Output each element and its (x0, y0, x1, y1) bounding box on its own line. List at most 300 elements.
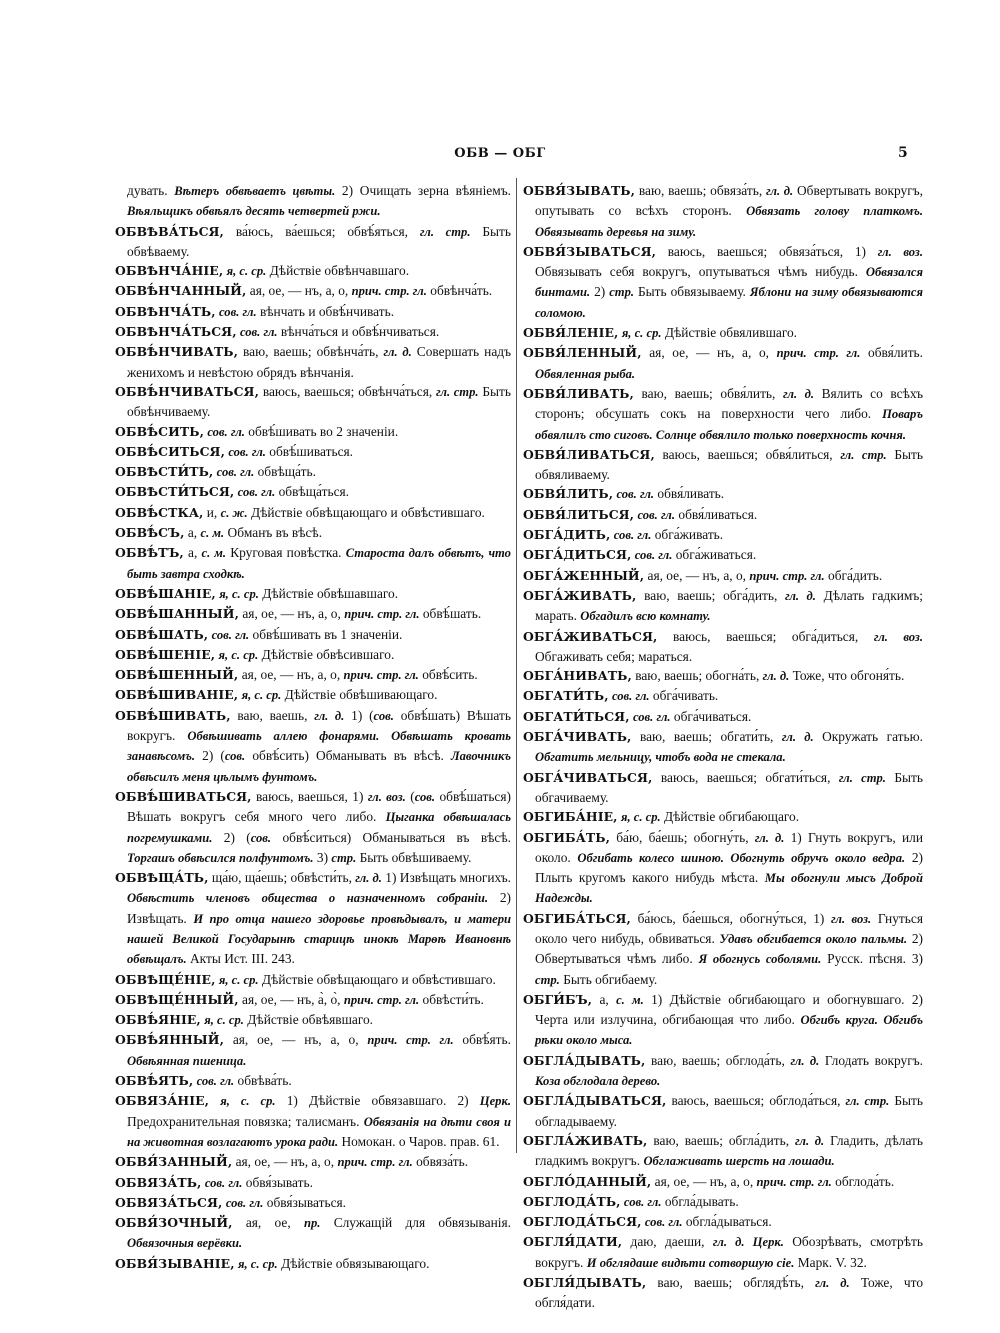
italic-gloss: сов. гл. (211, 627, 250, 642)
italic-gloss: Староста далъ обвѣтъ, что быть завтра сходкѣ. (127, 546, 511, 581)
dictionary-entry (523, 1192, 923, 1212)
definition-text: обвѣ́шаться) Вѣшать вокругъ себя много чего либо. (127, 788, 511, 825)
definition-text: ваюсь, ваешься; обвя́литься, (654, 446, 841, 462)
headword: ОБВѢ́ШАТЬ, (115, 626, 209, 642)
italic-gloss: сов. гл. (207, 424, 245, 439)
headword: ОБВѢЩЕ́ННЫЙ, (115, 991, 239, 1007)
headword: ОБВѢСТИ́ТЬ, (115, 464, 214, 480)
dictionary-entry (115, 868, 511, 969)
dictionary-entry (523, 545, 923, 565)
headword: ОБГА́ЧИВАТЬСЯ, (523, 769, 653, 785)
italic-gloss: сов. гл. (225, 1195, 264, 1210)
definition-text: ая, ое, — нъ, а, о, (238, 667, 344, 683)
dictionary-entry (523, 686, 923, 706)
definition-text: 1) Извѣщать многихъ. (381, 870, 512, 886)
definition-text: ваюсь, ваешься; обга́диться, (657, 628, 874, 644)
italic-gloss: Яблони на зиму обвязываются соломою. (535, 285, 923, 320)
headword: ОБГА́ДИТЬСЯ, (523, 547, 632, 563)
definition-text: Быть обвѣшиваему. (356, 849, 472, 865)
definition-text: обвѣ́сить. (418, 667, 478, 683)
italic-gloss: я, с. ср. (238, 1256, 278, 1271)
definition-text: а, (183, 545, 202, 561)
headword: ОБВЯЗА́ТЬ, (115, 1174, 202, 1190)
entry-continuation (115, 181, 511, 222)
headword: ОБВЯ́ЗЫВАНІЕ, (115, 1255, 235, 1271)
definition-text: Дѣйствіе обвѣявшаго. (243, 1012, 374, 1028)
italic-gloss: Обгибъ круга. Обгибъ рѣки около мыса. (535, 1013, 923, 1048)
italic-gloss: гл. д. (314, 708, 345, 723)
dictionary-entry (523, 586, 923, 627)
headword: ОБГА́ДИТЬ, (523, 527, 611, 543)
headword: ОБВѢНЧА́НІЕ, (115, 263, 224, 279)
italic-gloss: прич. стр. гл. (344, 607, 420, 622)
dictionary-entry (115, 442, 511, 462)
definition-text: Быть обвѣнчиваему. (127, 383, 511, 420)
italic-gloss: стр. (609, 285, 635, 300)
definition-text: ваюсь, ваешься; обвѣнча́ться, (259, 383, 437, 399)
definition-text: Дѣлать гадкимъ; марать. (535, 587, 924, 624)
definition-text: даю, даеши, (622, 1234, 713, 1250)
dictionary-entry (115, 322, 511, 342)
headword: ОБВЯ́ЛИВАТЬ, (523, 385, 634, 401)
italic-gloss: я, с. ср. (241, 688, 282, 703)
dictionary-entry (523, 909, 923, 990)
definition-text: Дѣйствіе обвѣсившаго. (258, 646, 395, 662)
definition-text: обгла́дывать. (661, 1193, 739, 1209)
definition-text: обвѣща́ть. (254, 464, 316, 480)
headword: ОБВЯ́ЗАННЫЙ, (115, 1154, 233, 1170)
dictionary-entry (523, 384, 923, 445)
dictionary-entry (523, 343, 923, 384)
dictionary-entry (523, 445, 923, 485)
headword: ОБВЯ́ЛИВАТЬСЯ, (523, 446, 655, 462)
dictionary-entry (523, 807, 923, 827)
dictionary-entry (115, 1173, 511, 1193)
definition-text: и, (203, 504, 221, 520)
headword: ОБВѢЩА́ТЬ, (115, 870, 209, 886)
definition-text: ая, ое, — нъ, а, о, (224, 1032, 368, 1048)
headword: ОБГЛЯ́ДАТИ, (523, 1234, 623, 1250)
dictionary-entry (115, 281, 511, 301)
italic-gloss: прич. стр. гл. (776, 346, 861, 361)
definition-text: Дѣйствіе обвѣнчавшаго. (266, 263, 410, 279)
definition-text: вѣнчать и обвѣ́нчивать. (256, 303, 395, 319)
dictionary-entry (115, 1213, 511, 1254)
left-column (115, 181, 511, 1274)
italic-gloss: прич. стр. гл. (337, 1155, 413, 1170)
definition-text: обга́дить. (824, 567, 883, 583)
headword: ОБГАТИ́ТЬ, (523, 688, 609, 704)
dictionary-entry (115, 604, 511, 624)
italic-gloss: гл. стр. (845, 1094, 890, 1109)
definition-text: обвѣсти́ть. (419, 991, 484, 1007)
definition-text: Дѣйствіе обвязывающаго. (277, 1255, 430, 1271)
definition-text: Дѣйствіе обвѣшивающаго. (281, 687, 438, 703)
dictionary-entry (523, 1131, 923, 1172)
italic-gloss: Вѣяльщикъ обвѣялъ десять четвертей ржи. (127, 204, 381, 219)
dictionary-entry (523, 323, 923, 343)
italic-gloss: гл. воз. (367, 789, 406, 804)
italic-gloss: Обвязался бинтами. (535, 265, 923, 300)
headword: ОБВѢ́ШАНІЕ, (115, 585, 216, 601)
dictionary-entry (115, 482, 511, 502)
italic-gloss: Обвѣстить членовъ общества о назначенномъ собраніи. (127, 891, 489, 906)
dictionary-entry (523, 484, 923, 504)
dictionary-entry (115, 1091, 511, 1152)
dictionary-entry (523, 505, 923, 525)
dictionary-entry (115, 990, 511, 1010)
headword: ОБВѢ́ШЕНІЕ, (115, 646, 216, 662)
headword: ОБГА́ЖИВАТЬСЯ, (523, 628, 658, 644)
italic-gloss: Обгибать колесо шиною. Обогнуть обручъ около ведра. (577, 850, 906, 865)
italic-gloss: с. м. (201, 546, 227, 561)
definition-text: Быть обвяливаему. (535, 446, 924, 483)
definition-text: обглода́ть. (831, 1173, 895, 1189)
dictionary-entry (115, 382, 511, 422)
italic-gloss: сов. (373, 708, 394, 723)
headword: ОБГА́ЧИВАТЬ, (523, 729, 632, 745)
headword: ОБГЛОДА́ТЬСЯ, (523, 1214, 642, 1230)
italic-gloss: Торгашъ обвѣсился полфунтомъ. (127, 850, 314, 865)
italic-gloss: сов. гл. (228, 444, 266, 459)
italic-gloss: гл. д. (383, 345, 412, 360)
definition-text: обвѣ́ситься) Обманываться въ вѣсѣ. (271, 829, 511, 845)
italic-gloss: сов. гл. (219, 304, 257, 319)
italic-gloss: сов. гл. (613, 528, 652, 543)
definition-text: 1) Дѣйствіе обгибающаго и обогнувшаго. 2) Черта или излучина, обгибающая что либо. (535, 991, 923, 1028)
headword: ОБГИБА́ТЬСЯ, (523, 910, 631, 926)
italic-gloss: Лавочникъ обвѣсилъ меня цѣлымъ фунтомъ. (127, 749, 511, 784)
italic-gloss: прич. стр. гл. (756, 1174, 832, 1189)
italic-gloss: гл. д. (815, 1276, 850, 1291)
headword: ОБВЯЗА́ТЬСЯ, (115, 1194, 223, 1210)
dictionary-entry (115, 342, 511, 382)
italic-gloss: пр. (303, 1216, 321, 1231)
headword: ОБВѢ́СЪ, (115, 525, 185, 541)
headword: ОБВЯ́ЛИТЬ, (523, 486, 614, 502)
italic-gloss: Обглаживать шерсть на лошади. (643, 1154, 835, 1169)
italic-gloss: сов. гл. (611, 689, 650, 704)
italic-gloss: гл. стр. (436, 384, 479, 399)
definition-text: Быть обгладываему. (535, 1093, 923, 1129)
definition-text: обвя́ливать. (654, 486, 725, 502)
dictionary-entry (523, 666, 923, 686)
italic-gloss: прич. стр. гл. (343, 992, 420, 1007)
dictionary-entry (115, 706, 511, 787)
definition-text: обга́живаться. (672, 547, 757, 563)
dictionary-entry (523, 990, 923, 1051)
definition-text: обвѣ́ять. (453, 1032, 511, 1048)
definition-text: 2) Плыть кругомъ какого нибудь мѣста. (535, 849, 923, 886)
definition-text: обвя́зываться. (263, 1194, 347, 1210)
definition-text: ая, ое, — нъ, а, о, (246, 283, 352, 299)
italic-gloss: И обглядаше видѣти сотворшую сіе. (586, 1255, 795, 1270)
dictionary-entry (115, 1193, 511, 1213)
definition-text: ая, ое, — нъ, а, о, (641, 345, 777, 361)
definition-text: 1) ( (344, 707, 374, 723)
italic-gloss: я, с. ср. (218, 972, 259, 987)
headword: ОБВѢ́ШИВАНІЕ, (115, 687, 239, 703)
definition-text: Дѣйствіе обгибающаго. (660, 809, 800, 825)
italic-gloss: с. м. (616, 992, 644, 1007)
headword: ОБВѢНЧА́ТЬ, (115, 303, 216, 319)
italic-gloss: я, с. ср. (621, 326, 662, 341)
definition-text: ваю, ваешь; обгла́дить, (647, 1132, 795, 1148)
headword: ОБВЯ́ЗЫВАТЬСЯ, (523, 243, 657, 259)
definition-text: Быть обвѣваему. (127, 223, 511, 259)
italic-gloss: гл. д. (355, 871, 382, 886)
italic-gloss: сов. (250, 830, 272, 845)
headword: ОБВѢ́ЯТЬ, (115, 1073, 194, 1089)
italic-gloss: стр. (331, 850, 357, 865)
dictionary-entry (115, 261, 511, 281)
dictionary-entry (115, 1254, 511, 1274)
definition-text: обвяза́ть. (412, 1154, 469, 1170)
definition-text: Круговая повѣстка. (226, 545, 346, 561)
dictionary-entry (115, 1030, 511, 1071)
definition-text: ая, ое, — нъ, а, о, (644, 567, 750, 583)
dictionary-entry (523, 1273, 923, 1313)
definition-text: Дѣйствіе обвѣщающаго и обвѣстившаго. (247, 504, 485, 520)
italic-gloss: я, с. ср. (226, 264, 267, 279)
headword: ОБВѢ́ШИВАТЬ, (115, 707, 231, 723)
definition-text: Быть обгибаему. (559, 971, 658, 987)
definition-text: ваюсь, ваешься; обгати́ться, (652, 769, 839, 785)
italic-gloss: гл. д. (795, 1133, 825, 1148)
headword: ОБВЯЗА́НІЕ, (115, 1093, 210, 1109)
italic-gloss: Удавъ обгибается около пальмы. (719, 931, 908, 946)
definition-text: Тоже, что обгля́дати. (535, 1275, 924, 1311)
italic-gloss: Обвязочныя верёвки. (127, 1236, 243, 1251)
headword: ОБГАТИ́ТЬСЯ, (523, 708, 630, 724)
definition-text: Дѣйствіе обвѣщающаго и обвѣстившаго. (258, 971, 496, 987)
italic-gloss: я, с. ср. (204, 1013, 244, 1028)
italic-gloss: Обвязать голову платкомъ. Обвязывать деревья на зиму. (535, 204, 923, 239)
dictionary-entry (115, 503, 511, 523)
dictionary-entry (115, 645, 511, 665)
definition-text: обвѣща́ться. (275, 484, 350, 500)
italic-gloss: гл. д. (784, 588, 816, 603)
dictionary-entry (115, 584, 511, 604)
headword: ОБВѢВА́ТЬСЯ, (115, 223, 224, 239)
headword: ОБВѢ́ТЪ, (115, 545, 184, 561)
italic-gloss: сов. гл. (616, 487, 655, 502)
definition-text: обвя́зывать. (242, 1174, 313, 1190)
headword: ОБГИБА́НІЕ, (523, 809, 618, 825)
headword: ОБВѢ́НЧИВАТЬСЯ, (115, 383, 260, 399)
italic-gloss: я, с. ср. (620, 810, 661, 825)
dictionary-entry (523, 727, 923, 768)
dictionary-entry (115, 787, 511, 868)
definition-text: обга́чиваться. (670, 708, 752, 724)
italic-gloss: Мы обогнули мысъ Доброй Надежды. (535, 871, 923, 906)
definition-text: ( (405, 788, 415, 804)
definition-text: Быть обгачиваему. (535, 769, 923, 805)
definition-text: а, (592, 991, 617, 1007)
headword: ОБВѢ́НЧИВАТЬ, (115, 344, 239, 360)
definition-text: 2) Обвертываться чѣмъ либо. (535, 930, 923, 967)
definition-text: обгла́дываться. (682, 1214, 772, 1230)
italic-gloss: стр. (535, 972, 560, 987)
headword: ОБВЯ́ЗЫВАТЬ, (523, 183, 636, 198)
italic-gloss: сов. гл. (632, 709, 671, 724)
italic-gloss: гл. д. (790, 1053, 820, 1068)
italic-gloss: Обгатить мельницу, чтобъ вода не стекала. (535, 750, 786, 765)
definition-text: Вялить со всѣхъ сторонъ; обсушать сокъ на поверхности чего либо. (535, 385, 923, 422)
definition-text: 2) Извѣщать. (127, 890, 511, 926)
definition-text: 2) Очищать зерна вѣяніемъ. (335, 183, 511, 198)
definition-text: Обозрѣвать, смотрѣть вокругъ. (535, 1234, 923, 1270)
definition-text: Глодать вокругъ. (819, 1052, 924, 1068)
italic-gloss: сов. гл. (216, 465, 255, 480)
italic-gloss: гл. воз. (877, 244, 923, 259)
italic-gloss: я, с. ср. (218, 647, 259, 662)
definition-text: ваю, ваешь; обглода́ть, (645, 1052, 791, 1068)
definition-text: ая, ое, (232, 1215, 304, 1231)
definition-text: ваю, ваешь; обогна́ть, (631, 668, 763, 684)
definition-text: ваю, ваешь; обвя́лить, (633, 385, 784, 401)
definition-text: Марк. V. 32. (794, 1254, 867, 1270)
definition-text: 2) (590, 284, 610, 300)
definition-text: Дѣйствіе обвѣшавшаго. (258, 585, 399, 601)
dictionary-entry (115, 970, 511, 990)
italic-gloss: прич. стр. гл. (367, 1033, 454, 1048)
italic-gloss: Я обогнусь соболями. (698, 952, 822, 967)
headword: ОБВѢ́ШЕННЫЙ, (115, 667, 239, 683)
definition-text: обвѣ́шиваться. (265, 443, 354, 459)
page-number: 5 (898, 145, 908, 161)
definition-text: вѣнча́ться и обвѣ́нчиваться. (277, 324, 440, 340)
definition-text: ая, ое, — нъ, а, о, (239, 606, 345, 622)
headword: ОБВЯ́ЛЕНІЕ, (523, 325, 619, 341)
definition-text: ва́юсь, ва́ешься; обвѣ́яться, (223, 223, 420, 239)
italic-gloss: гл. д. (754, 830, 785, 845)
headword: ОБВѢ́НЧАННЫЙ, (115, 283, 247, 299)
dictionary-entry (523, 768, 923, 808)
headword: ОБГА́ЖЕННЫЙ, (523, 567, 645, 583)
dictionary-entry (115, 222, 511, 262)
italic-gloss: Церк. (479, 1094, 511, 1109)
definition-text: 2) ( (195, 748, 225, 764)
italic-gloss: Поваръ обвялилъ сто сиговъ. Солнце обвялило только поверхность кочня. (535, 407, 923, 442)
dictionary-entry (523, 181, 923, 242)
italic-gloss: я, с. ср. (219, 586, 259, 601)
italic-gloss: сов. гл. (196, 1074, 235, 1089)
headword: ОБВЯ́ЗОЧНЫЙ, (115, 1215, 233, 1231)
definition-text: Предохранительная повязка; талисманъ. (127, 1113, 364, 1129)
italic-gloss: сов. гл. (623, 1194, 662, 1209)
italic-gloss: Обвяленная рыба. (535, 366, 636, 381)
definition-text: ваюсь, ваешься; обглода́ться, (666, 1093, 846, 1109)
italic-gloss: гл. д. (766, 184, 794, 198)
headword: ОБВѢ́СИТЬ, (115, 423, 204, 439)
italic-gloss: сов. гл. (634, 548, 673, 563)
headword: ОБВѢ́ЯННЫЙ, (115, 1032, 225, 1048)
definition-text: обвѣ́шать. (419, 606, 482, 622)
headword: ОБГИ́БЪ, (523, 991, 593, 1007)
italic-gloss: сов. гл. (637, 507, 676, 522)
dictionary-entry (523, 1091, 923, 1131)
italic-gloss: с. м. (200, 526, 225, 541)
italic-gloss: Обвязанія на дѣти своя и на животная возлагаютъ урока ради. (127, 1114, 511, 1149)
definition-text: Служащій для обвязыванія. (320, 1215, 511, 1231)
definition-text: обвя́лить. (860, 345, 923, 361)
definition-text: ба́ю, ба́ешь; обогну́ть, (609, 829, 755, 845)
definition-text: обвѣва́ть. (234, 1073, 292, 1089)
definition-text: Обвязывать себя вокругъ, опутываться чѣмъ нибудь. (535, 264, 866, 280)
dictionary-entry (523, 242, 923, 323)
definition-text: Обманъ въ вѣсѣ. (224, 525, 323, 541)
italic-gloss: сов. гл. (644, 1215, 683, 1230)
dictionary-entry (523, 828, 923, 909)
italic-gloss: Обгадилъ всю комнату. (580, 609, 711, 624)
dictionary-entry (115, 1152, 511, 1172)
dictionary-entry (523, 566, 923, 586)
definition-text: ваю, ваешь; обвяза́ть, (635, 183, 767, 198)
definition-text: обвѣ́шивать во 2 значеніи. (244, 423, 399, 439)
definition-text: 1) Гнуть вокругъ, или около. (535, 829, 923, 865)
dictionary-entry (115, 422, 511, 442)
italic-gloss: с. ж. (220, 505, 248, 520)
dictionary-entry (115, 625, 511, 645)
definition-text: ваю, ваешь, (230, 707, 315, 723)
definition-text: Дѣйствіе обвялившаго. (661, 325, 798, 341)
definition-text (209, 1093, 220, 1108)
definition-text: обга́чивать. (649, 688, 719, 704)
definition-text: 2) ( (212, 829, 251, 845)
dictionary-entry (115, 462, 511, 482)
definition-text: Гнуться около чего нибудь, обвиваться. (535, 910, 923, 946)
dictionary-entry (523, 627, 923, 667)
column-divider (516, 178, 517, 1153)
dictionary-entry (523, 1232, 923, 1273)
definition-text: Тоже, что обгоня́ть. (789, 668, 905, 684)
definition-text: ща́ю, ща́ешь; обвѣсти́ть, (208, 870, 356, 886)
dictionary-entry (523, 1212, 923, 1232)
definition-text: Номокан. о Чаров. прав. 61. (338, 1133, 500, 1149)
italic-gloss: Вѣтеръ обвѣваетъ цвѣты. (174, 184, 336, 198)
headword: ОБВѢЩЕ́НІЕ, (115, 971, 216, 987)
italic-gloss: я, с. ср. (220, 1094, 276, 1109)
dictionary-entry (115, 523, 511, 543)
definition-text: Обгаживать себя; мараться. (535, 648, 693, 664)
definition-text: ваюсь, ваешься; обвяза́ться, 1) (656, 243, 878, 259)
definition-text: ая, ое, — нъ, а, о, (232, 1154, 338, 1170)
definition-text: Быть обвязываему. (634, 284, 750, 300)
italic-gloss: гл. стр. (840, 447, 887, 462)
definition-text: обга́живать. (651, 527, 724, 543)
dictionary-entry (115, 665, 511, 685)
definition-text: ая, ое, — нъ, а, о, (651, 1173, 757, 1189)
definition-text: обвѣ́сить) Обманывать въ вѣсѣ. (245, 748, 451, 764)
definition-text: Совершать надъ женихомъ и невѣстою обрядъ вѣнчанія. (127, 344, 512, 380)
definition-text: ваюсь, ваешься, 1) (251, 788, 368, 804)
italic-gloss: Обвѣянная пшеница. (127, 1053, 247, 1068)
headword: ОБГЛА́ЖИВАТЬ, (523, 1132, 648, 1148)
headword: ОБВѢ́ШИВАТЬСЯ, (115, 788, 252, 804)
right-column (523, 181, 923, 1313)
italic-gloss: гл. д. Церк. (712, 1235, 784, 1250)
italic-gloss: гл. воз. (873, 629, 923, 644)
italic-gloss: Коза обглодала дерево. (535, 1074, 661, 1089)
italic-gloss: Цыганка обвѣшалась погремушками. (127, 810, 511, 845)
headword: ОБГЛОДА́ТЬ, (523, 1193, 621, 1209)
dictionary-entry (523, 525, 923, 545)
definition-text: ба́юсь, ба́ешься, обогну́ться, 1) (630, 910, 831, 926)
headword: ОБВЯ́ЛЕННЫЙ, (523, 345, 642, 361)
headword: ОБВѢ́ШАННЫЙ, (115, 606, 239, 622)
italic-gloss: прич. стр. гл. (343, 668, 419, 683)
